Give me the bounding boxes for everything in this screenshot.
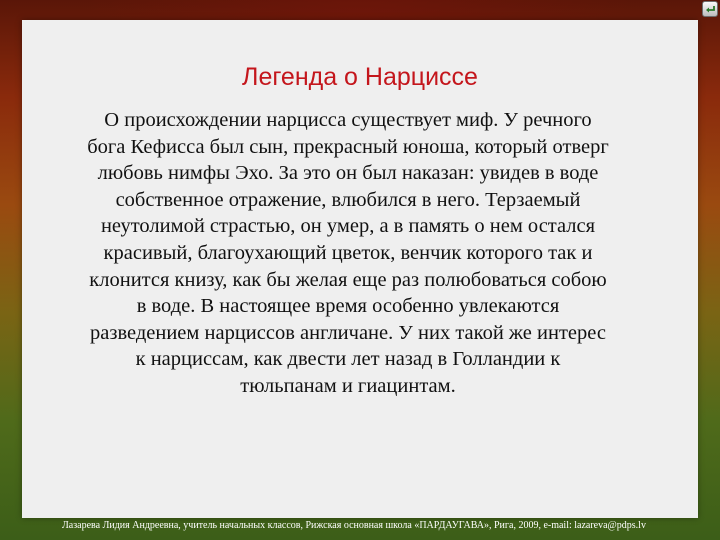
body-line: собственное отражение, влюбился в него. Терзаемый bbox=[115, 188, 581, 211]
return-button[interactable] bbox=[702, 1, 718, 17]
body-line: любовь нимфы Эхо. За это он был наказан: увидев в воде bbox=[97, 162, 599, 185]
body-line: О происхождении нарцисса существует миф. У речного bbox=[104, 109, 592, 131]
body-line: клонится книзу, как бы желая еще раз полюбоваться собою bbox=[89, 268, 607, 291]
body-line: бога Кефисса был сын, прекрасный юноша, который отверг bbox=[87, 135, 609, 158]
body-line: к нарциссам, как двести лет назад в Голландии к bbox=[135, 348, 561, 371]
body-line: разведением нарциссов англичане. У них такой же интерес bbox=[90, 321, 606, 344]
body-line: неутолимой страстью, он умер, а в память о нем остался bbox=[100, 215, 596, 238]
body-line: тюльпанам и гиацинтам. bbox=[240, 374, 456, 397]
body-line: красивый, благоухающий цветок, венчик которого так и bbox=[103, 241, 593, 264]
slide-title: Легенда о Нарциссе bbox=[242, 63, 478, 91]
return-arrow-icon bbox=[704, 3, 716, 15]
footer-credit: Лазарева Лидия Андреевна, учитель начальных классов, Рижская основная школа «ПАРДАУГАВА», Рига, 2009, e-mail: lazareva@pdps.lv bbox=[62, 520, 646, 531]
slide-body bbox=[40, 107, 656, 400]
body-line: в воде. В настоящее время особенно увлекаются bbox=[136, 295, 560, 318]
